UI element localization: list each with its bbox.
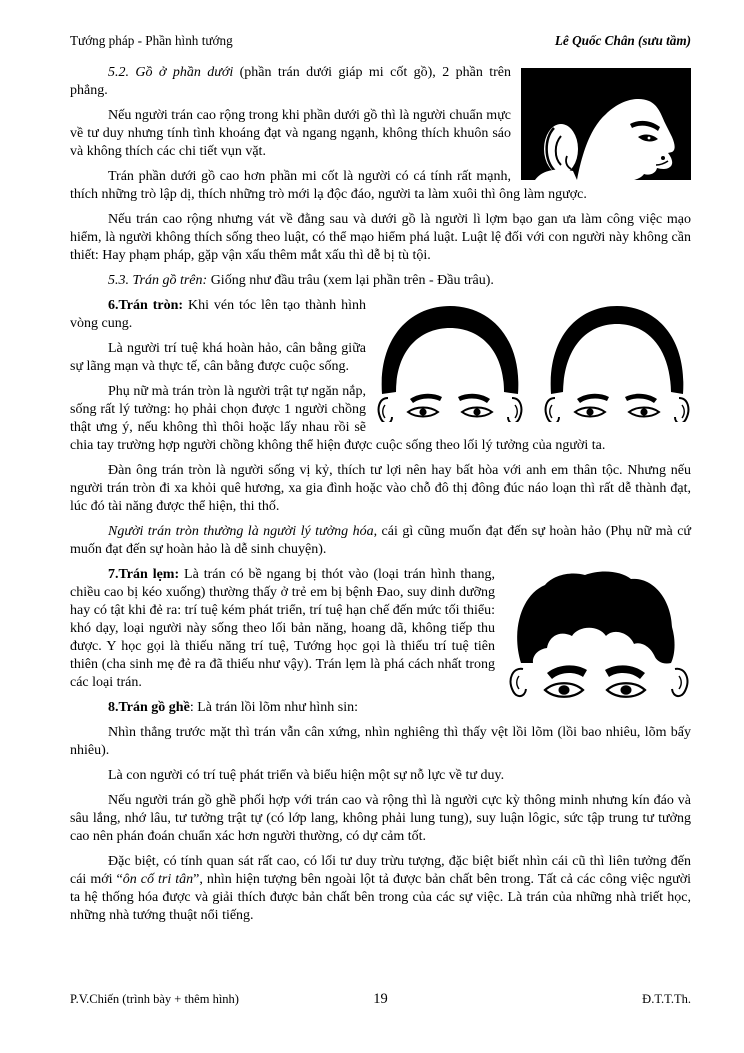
para-section-5-3 bbox=[70, 272, 691, 290]
section-7-text: Là trán có bề ngang bị thót vào (loại trán hình thang, chiều cao bị kéo xuống) thường thấy ở trẻ em bị bệnh Đao, suy dinh dưỡng hay có tật khi đẻ ra: trí tuệ kém phát triển, trí tuệ hạn chế đến mức tối thiểu: khó dạy, loại người này sống theo lối bản năng, hoang dã, không tiếp thu được. Y học gọi là thiếu năng trí tuệ, Tướng học gọi là thiếu trí tuệ tiên thiên (cha sinh mẹ đẻ ra đã thiếu như vậy). Trán lẹm là phá cách nhất trong các loại trán. bbox=[70, 567, 495, 690]
para-tri-tue-hoan-hao: Là người trí tuệ khá hoàn hảo, cân bằng giữa sự lãng mạn và thực tế, cân bằng được cuộc sống. bbox=[70, 341, 366, 374]
figure-profile-face bbox=[521, 68, 691, 180]
section-5-2-text: (phần trán dưới giáp mi cốt gồ), 2 phần trên phẳng. bbox=[70, 65, 511, 98]
para-no-luc-tu-duy: Là con người có trí tuệ phát triển và biểu hiện một sự nỗ lực về tư duy. bbox=[108, 768, 505, 783]
quan-sat-text-2: ”, nhìn hiện tượng bên ngoài lột tả được bản chất bên trong. Tất cả các công việc người ta hệ thống hóa được và giải thích được bản chất bên trong của các sự việc. Là trán của những nhà triết học, những nhà tướng thuật nổi tiếng. bbox=[70, 872, 691, 923]
round-forehead-head-2 bbox=[546, 306, 689, 422]
figure-two-round-foreheads bbox=[376, 302, 691, 422]
figure-low-hairline-face bbox=[507, 569, 691, 699]
section-6-text: Khi vén tóc lên tạo thành hình vòng cung. bbox=[70, 298, 366, 331]
para-section-8 bbox=[70, 699, 691, 717]
section-5-3-text: Giống như đầu trâu (xem lại phần trên - Đầu trâu). bbox=[207, 273, 494, 288]
para-tran-duoi-go: Trán phần dưới gồ cao hơn phần mi cốt là người có cá tính rất mạnh, thích những trò lập dị, thích những trò mới lạ độc đáo, người ta làm xuôi thì ông làm ngược. bbox=[70, 169, 587, 202]
page-footer bbox=[70, 991, 691, 1008]
para-ly-tuong-hoa bbox=[70, 523, 691, 559]
header-author: Lê Quốc Chân (sưu tầm) bbox=[554, 33, 691, 48]
ly-tuong-hoa-label: Người trán tròn thường là người lý tưởng hóa bbox=[108, 524, 374, 539]
para-tran-vat-sau: Nếu trán cao rộng nhưng vát về đằng sau và dưới gồ là người lì lợm bạo gan ưa làm công việc mạo hiểm, là người không thích sống theo luật, có thể mạo hiểm phá luật. Luật lệ đối với con người này không cần thiết: Hay phạm pháp, gặp vận xấu thêm mắt xấu thì dễ bị tù tội. bbox=[70, 212, 691, 263]
header-title: Tướng pháp - Phần hình tướng bbox=[70, 33, 233, 48]
para-phu-nu-tran-tron: Phụ nữ mà trán tròn là người trật tự ngăn nắp, sống rất lý tưởng: họ phải chọn được 1 người chồng thật ưng ý, nếu không thì thôi hoặc lấy nhau rồi sẽ chia tay trường hợp người chồng không thể hiện được cuộc sống theo lối lý tưởng của người ta. bbox=[70, 384, 606, 453]
para-phoi-hop-tran-cao: Nếu người trán gồ ghề phối hợp với trán cao và rộng thì là người cực kỳ thông minh nhưng kín đáo và sâu lắng, nhớ lâu, tư tưởng trật tự (có lớp lang, không phải lung tung), suy luận lôgic, sức tập trung tư tưởng cao nên phán đoán chuẩn xác hơn người thường, có dự cảm tốt. bbox=[70, 793, 691, 844]
section-8-label: 8.Trán gồ ghề bbox=[108, 700, 190, 715]
para-nhin-thang: Nhìn thẳng trước mặt thì trán vẫn cân xứng, nhìn nghiêng thì thấy vệt lồi lõm (lồi bao nhiêu, lõm bấy nhiêu). bbox=[70, 725, 691, 758]
document-body bbox=[70, 64, 691, 932]
footer-credit: P.V.Chiến (trình bày + thêm hình) bbox=[70, 992, 239, 1006]
round-forehead-head-1 bbox=[379, 306, 522, 422]
footer-initials: Đ.T.T.Th. bbox=[642, 992, 691, 1006]
section-5-3-label: 5.3. Trán gồ trên: bbox=[108, 273, 208, 288]
para-quan-sat bbox=[70, 853, 691, 925]
page-header bbox=[70, 33, 691, 49]
quan-sat-text-1: Đặc biệt, có tính quan sát rất cao, có lối tư duy trừu tượng, đặc biệt biết nhìn cái cũ thì liên tưởng đến cái mới “ bbox=[70, 854, 691, 887]
section-6-label: 6.Trán tròn: bbox=[108, 298, 184, 313]
on-co-tri-tan: ôn cố tri tân bbox=[122, 872, 194, 887]
para-dan-ong-tran-tron: Đàn ông trán tròn là người sống vị kỷ, thích tư lợi nên hay bất hòa với anh em thân tộc. Nhưng nếu người trán tròn đi xa khỏi quê hương, xa gia đình hoặc vào chỗ đô thị đông đúc náo loạn thì rất dễ thành đạt, lúc đó tài năng được thể hiện, thi thố. bbox=[70, 463, 691, 514]
section-7-label: 7.Trán lẹm: bbox=[108, 567, 180, 582]
ly-tuong-hoa-text: , cái gì cũng muốn đạt đến sự hoàn hảo (Phụ nữ mà cứ muốn đạt đến sự hoàn hảo là dễ sinh chuyện). bbox=[70, 524, 691, 557]
page-number: 19 bbox=[373, 991, 388, 1007]
section-5-2-label: 5.2. Gồ ở phần dưới bbox=[108, 65, 234, 80]
section-8-text: : Là trán lồi lõm như hình sin: bbox=[189, 700, 358, 715]
para-tran-cao-rong: Nếu người trán cao rộng trong khi phần dưới gồ thì là người chuẩn mực về tư duy nhưng tính tình khoáng đạt và ngang ngạnh, không thích khuôn sáo và không thích các chi tiết vụn vặt. bbox=[70, 108, 511, 159]
